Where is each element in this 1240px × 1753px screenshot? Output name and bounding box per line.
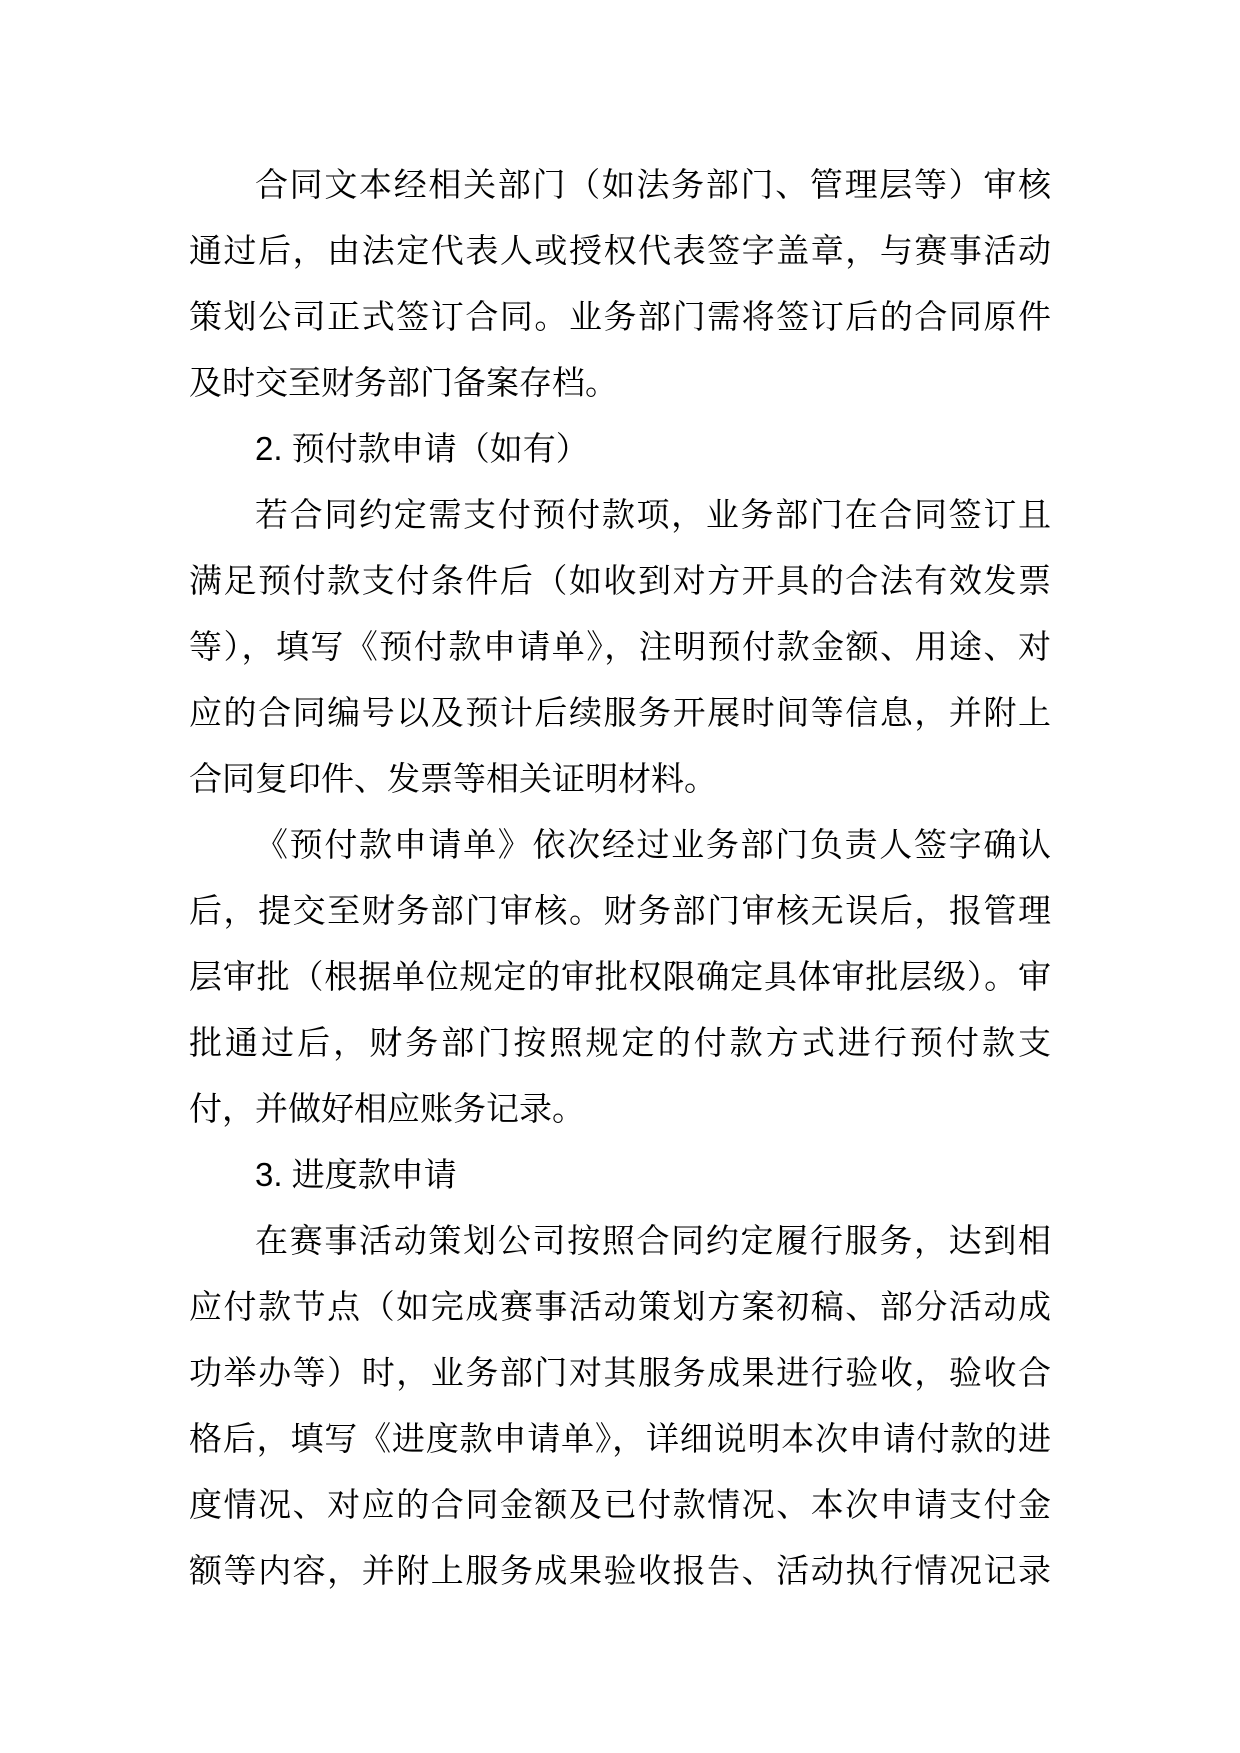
text-line: 度情况、对应的合同金额及已付款情况、本次申请支付金 bbox=[189, 1486, 1051, 1523]
text-line: 策划公司正式签订合同。业务部门需将签订后的合同原件 bbox=[189, 298, 1051, 335]
text-line: 付，并做好相应账务记录。 bbox=[189, 1090, 585, 1127]
heading-line: 2. 预付款申请（如有） bbox=[255, 430, 589, 467]
text-line: 若合同约定需支付预付款项，业务部门在合同签订且 bbox=[255, 496, 1051, 533]
text-line: 及时交至财务部门备案存档。 bbox=[189, 364, 618, 401]
text-line: 应的合同编号以及预计后续服务开展时间等信息，并附上 bbox=[189, 694, 1051, 731]
text-line: 批通过后，财务部门按照规定的付款方式进行预付款支 bbox=[189, 1024, 1051, 1061]
text-line: 合同文本经相关部门（如法务部门、管理层等）审核 bbox=[255, 166, 1051, 203]
text-line: 合同复印件、发票等相关证明材料。 bbox=[189, 760, 717, 797]
text-line: 满足预付款支付条件后（如收到对方开具的合法有效发票 bbox=[189, 562, 1051, 599]
text-line: 格后，填写《进度款申请单》，详细说明本次申请付款的进 bbox=[189, 1420, 1051, 1457]
text-line: 后，提交至财务部门审核。财务部门审核无误后，报管理 bbox=[189, 892, 1051, 929]
text-line: 层审批（根据单位规定的审批权限确定具体审批层级）。审 bbox=[189, 958, 1051, 995]
text-line: 通过后，由法定代表人或授权代表签字盖章，与赛事活动 bbox=[189, 232, 1051, 269]
text-block bbox=[189, 152, 1051, 1604]
text-line: 《预付款申请单》依次经过业务部门负责人签字确认 bbox=[255, 826, 1051, 863]
text-line: 功举办等）时，业务部门对其服务成果进行验收，验收合 bbox=[189, 1354, 1051, 1391]
text-line: 等），填写《预付款申请单》，注明预付款金额、用途、对 bbox=[189, 628, 1051, 665]
text-line: 额等内容，并附上服务成果验收报告、活动执行情况记录 bbox=[189, 1552, 1051, 1589]
text-line: 应付款节点（如完成赛事活动策划方案初稿、部分活动成 bbox=[189, 1288, 1051, 1325]
heading-line: 3. 进度款申请 bbox=[255, 1156, 457, 1193]
text-line: 在赛事活动策划公司按照合同约定履行服务，达到相 bbox=[255, 1222, 1051, 1259]
